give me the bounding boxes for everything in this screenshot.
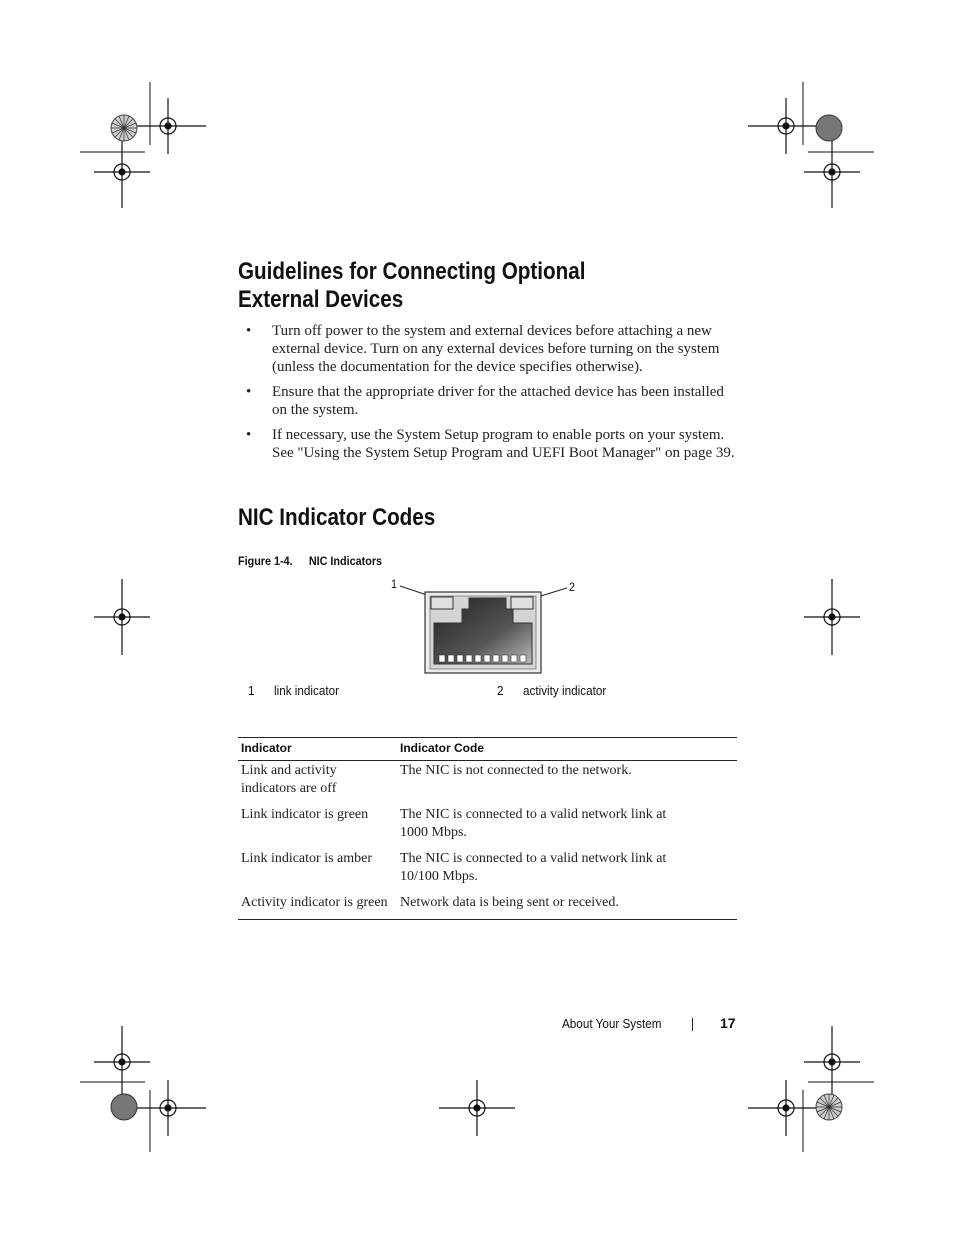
- column-header-indicator-code: Indicator Code: [397, 738, 737, 761]
- table-row: [238, 761, 737, 805]
- table-cell: The NIC is connected to a valid network link at 1000 Mbps.: [400, 807, 667, 840]
- indicator-table: [238, 737, 737, 920]
- footer-divider: [692, 1018, 693, 1031]
- table-header-row: [238, 738, 737, 761]
- figure-number: Figure 1-4.: [238, 554, 293, 568]
- table-cell: Network data is being sent or received.: [400, 895, 619, 910]
- legend-label-1: link indicator: [274, 683, 340, 698]
- list-item: • Turn off power to the system and external devices before attaching a new external device. Turn on any external devices before turning on the system (unless the documentation for the device specifies otherwise).: [246, 323, 720, 375]
- link-led: [431, 597, 453, 609]
- section-title-guidelines: [238, 258, 585, 314]
- bullet-icon: •: [246, 427, 252, 443]
- callout-2: 2: [569, 580, 576, 594]
- table-cell: Link and activity indicators are off: [241, 763, 337, 796]
- table-cell: Link indicator is green: [241, 807, 369, 822]
- legend-num-2: 2: [497, 683, 504, 698]
- activity-led: [511, 597, 533, 609]
- figure-title: NIC Indicators: [308, 554, 383, 568]
- title-line-1: Guidelines for Connecting Optional: [238, 258, 586, 285]
- guidelines-list: [238, 322, 738, 469]
- callout-1: 1: [391, 577, 398, 591]
- table-cell: The NIC is connected to a valid network link at 10/100 Mbps.: [400, 851, 667, 884]
- section-title-nic: NIC Indicator Codes: [238, 504, 436, 531]
- list-item: • If necessary, use the System Setup program to enable ports on your system. See "Using the System Setup Program and UEFI Boot Manager" on page 39.: [246, 427, 735, 461]
- title-line-2: External Devices: [238, 286, 404, 313]
- table-row: [238, 892, 737, 919]
- footer-section-name: About Your System: [562, 1016, 662, 1031]
- column-header-indicator: Indicator: [238, 738, 397, 761]
- table-row: [238, 804, 737, 848]
- legend-label-2: activity indicator: [523, 683, 607, 698]
- table-cell: Activity indicator is green: [241, 895, 388, 910]
- page-number: 17: [720, 1015, 736, 1031]
- bullet-icon: •: [246, 384, 252, 400]
- table-cell: Link indicator is amber: [241, 851, 373, 866]
- bullet-icon: •: [246, 323, 252, 339]
- figure-caption: [238, 554, 382, 568]
- table-row: [238, 848, 737, 892]
- legend-num-1: 1: [248, 683, 255, 698]
- nic-port-illustration: [392, 576, 582, 678]
- table-cell: The NIC is not connected to the network.: [400, 763, 632, 778]
- list-item: • Ensure that the appropriate driver for the attached device has been installed on the system.: [246, 384, 724, 418]
